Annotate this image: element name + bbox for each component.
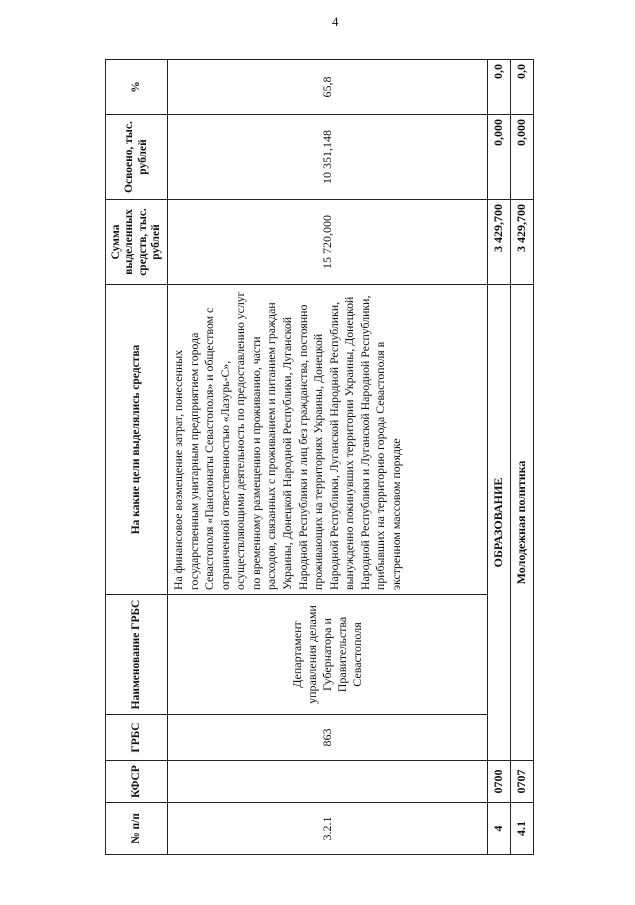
budget-table [105,59,534,855]
header-grbs: ГРБС [106,715,168,761]
cell-num: 4.1 [511,803,534,855]
cell-kfsr [168,761,488,803]
header-grbs-name: Наименование ГРБС [106,595,168,715]
cell-kfsr: 0707 [511,761,534,803]
table-header-row [106,60,168,855]
cell-sum: 3 429,700 [511,200,534,285]
cell-grbs: 863 [168,715,488,761]
header-num: № п/п [106,803,168,855]
cell-pct: 0,0 [488,60,511,115]
header-spent: Освоено, тыс. рублей [106,115,168,200]
cell-subsection-title: Молодежная политика [511,285,534,761]
cell-sum: 15 720,000 [168,200,488,285]
cell-pct: 0,0 [511,60,534,115]
cell-section-title: ОБРАЗОВАНИЕ [488,285,511,761]
cell-num: 4 [488,803,511,855]
cell-spent: 0,000 [511,115,534,200]
cell-spent: 0,000 [488,115,511,200]
cell-grbs-name: Департамент управления делами Губернатора и Правительства Севастополя [168,595,488,715]
cell-pct: 65,8 [168,60,488,115]
cell-sum: 3 429,700 [488,200,511,285]
header-sum: Сумма выделенных средств, тыс. рублей [106,200,168,285]
header-purpose: На какие цели выделялись средства [106,285,168,595]
cell-num: 3.2.1 [168,803,488,855]
budget-table-rotated [105,60,555,855]
cell-kfsr: 0700 [488,761,511,803]
cell-spent: 10 351,148 [168,115,488,200]
table-row [168,60,488,855]
table-row-section [488,60,511,855]
table-row-subsection [511,60,534,855]
cell-purpose: На финансовое возмещение затрат, понесенных государственным унитарным предприятием города Севастополя «Пансионаты Севастополя» и обществом с ограниченной ответственностью «Лазурь-С», осуществляющими деятельность по предоставлению услуг по временному размещению и проживанию, части расходов, связанных с проживанием и питанием граждан Украины, Донецкой Народной Республики, Луганской Народной Республики и лиц без гражданства, постоянно проживающих на территориях Украины, Донецкой Народной Республики, Луганской Народной Республики, вынужденно покинувших территории Украины, Донецкой Народной Республики и Луганской Народной Республики, прибывших на территорию города Севастополя в экстренном массовом порядке [168,285,488,595]
page-number: 4 [332,14,339,29]
header-pct: % [106,60,168,115]
header-kfsr: КФСР [106,761,168,803]
